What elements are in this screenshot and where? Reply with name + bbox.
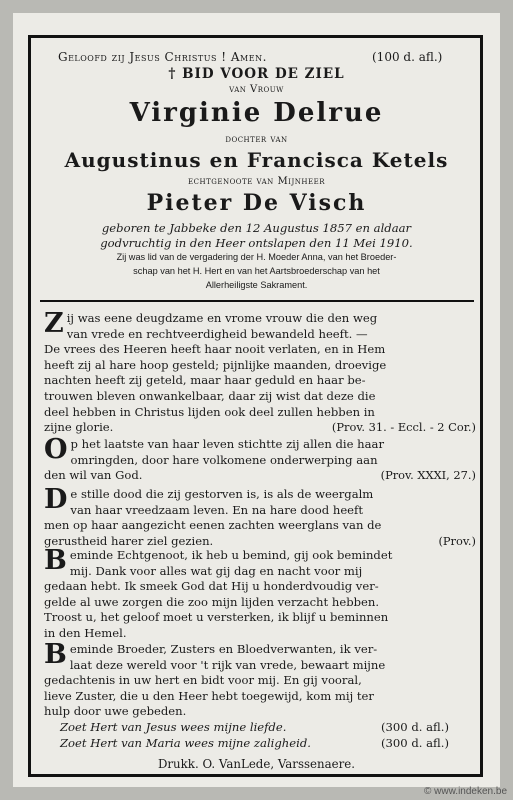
text-line: van haar vreedzaam leven. En na hare dood heeft <box>70 502 363 517</box>
text-line: De vrees des Heeren heeft haar nooit verlaten, en in Hem <box>44 342 386 357</box>
text-line: Troost u, het geloof moet u versterken, ik blijf u beminnen <box>44 610 389 625</box>
watermark: © www.indeken.be <box>424 786 507 797</box>
drop-cap: D <box>44 484 68 515</box>
text-line: van vrede en rechtveerdigheid bewandeld heeft. — <box>66 326 368 341</box>
text-line: omringden, door hare volkomene onderwerping aan <box>70 452 378 467</box>
text-line: zijne glorie. (Prov. 31. - Eccl. - 2 Cor.) <box>44 420 476 435</box>
deceased-name: Virginie Delrue <box>129 98 384 128</box>
text-line: den wil van God. (Prov. XXXI, 27.) <box>44 468 476 483</box>
membership-line-2: schap van het H. Hert en van het Aartsbroederschap van het <box>133 266 380 276</box>
ejaculation-2: Zoet Hert van Maria wees mijne zaligheid. <box>60 736 311 750</box>
text-line: deel hebben in Christus lijden ook deel zullen hebben in <box>44 404 375 419</box>
dochter-van: dochter van <box>225 134 288 145</box>
membership-line-3: Allerheiligste Sakrament. <box>205 280 308 290</box>
citation: (Prov. 31. - Eccl. - 2 Cor.) <box>331 420 476 435</box>
text-line: gerustheid harer ziel gezien. (Prov.) <box>44 533 476 548</box>
paragraph-3 <box>44 484 476 549</box>
membership-line-1: Zij was lid van de vergadering der H. Moeder Anna, van het Broeder- <box>116 252 397 262</box>
text-line: nachten heeft zij geteld, maar haar geduld en haar be- <box>44 373 366 388</box>
paragraph-5 <box>44 639 476 720</box>
drop-cap: O <box>44 434 68 465</box>
prayer-text: Geloofd zij Jesus Christus ! Amen. <box>58 50 267 64</box>
van-vrouw: van Vrouw <box>229 84 284 95</box>
ejaculation-1-indulgence: (300 d. afl.) <box>381 720 449 734</box>
text-line: laat deze wereld voor 't rijk van vrede, bewaart mijne <box>69 657 386 672</box>
text-line: trouwen bleven onwankelbaar, daar zij wist dat deze die <box>44 388 376 403</box>
text-line: gelde al uwe zorgen die zoo mijn lijden verzacht hebben. <box>44 594 380 609</box>
text-line: men op haar aangezicht eenen zachten weerglans van de <box>44 518 382 533</box>
text-line: p het laatste van haar leven stichtte zij allen die haar <box>70 437 385 451</box>
husband-name: Pieter De Visch <box>146 190 367 216</box>
ejaculation-2-indulgence: (300 d. afl.) <box>381 736 449 750</box>
title: † BID VOOR DE ZIEL <box>168 66 345 82</box>
cross-symbol: † <box>168 66 177 82</box>
indulgence-header: (100 d. afl.) <box>372 50 443 64</box>
text-line: eminde Broeder, Zusters en Bloedverwanten, ik ver- <box>69 642 378 656</box>
birth-line-2: godvruchtig in den Heer ontslapen den 11 Mei 1910. <box>100 236 413 250</box>
paragraph-2 <box>44 434 476 484</box>
echtgenoote: echtgenoote van Mijnheer <box>188 176 325 187</box>
birth-line-1: geboren te Jabbeke den 12 Augustus 1857 en aldaar <box>101 221 412 235</box>
citation: (Prov.) <box>438 533 476 548</box>
drop-cap: B <box>44 639 67 670</box>
text-line: in den Hemel. <box>44 625 127 640</box>
text-line: e stille dood die zij gestorven is, is als de weergalm <box>70 487 374 501</box>
text-line: mij. Dank voor alles wat gij dag en nacht voor mij <box>69 563 363 578</box>
divider <box>40 300 474 302</box>
text-line: gedaan hebt. Ik smeek God dat Hij u honderdvoudig ver- <box>44 579 379 594</box>
drop-cap: Z <box>44 308 64 339</box>
text-line: ij was eene deugdzame en vrome vrouw die den weg <box>66 311 378 325</box>
parents-names: Augustinus en Francisca Ketels <box>64 148 449 172</box>
citation: (Prov. XXXI, 27.) <box>380 468 476 483</box>
text-line: heeft zij al hare hoop gesteld; pijnlijke maanden, droevige <box>44 357 387 372</box>
paragraph-1 <box>44 308 476 436</box>
drop-cap: B <box>44 545 67 576</box>
printer-imprint: Drukk. O. VanLede, Varssenaere. <box>157 757 356 771</box>
text-line: hulp door uwe gebeden. <box>44 704 187 719</box>
ejaculation-1: Zoet Hert van Jesus wees mijne liefde. <box>60 720 287 734</box>
text-line: lieve Zuster, die u den Heer hebt toegewijd, kom mij ter <box>44 688 374 703</box>
paragraph-4 <box>44 545 476 642</box>
text-line: eminde Echtgenoot, ik heb u bemind, gij ook bemindet <box>69 548 393 562</box>
text-line: gedachtenis in uw hert en bidt voor mij. En gij vooral, <box>44 673 362 688</box>
